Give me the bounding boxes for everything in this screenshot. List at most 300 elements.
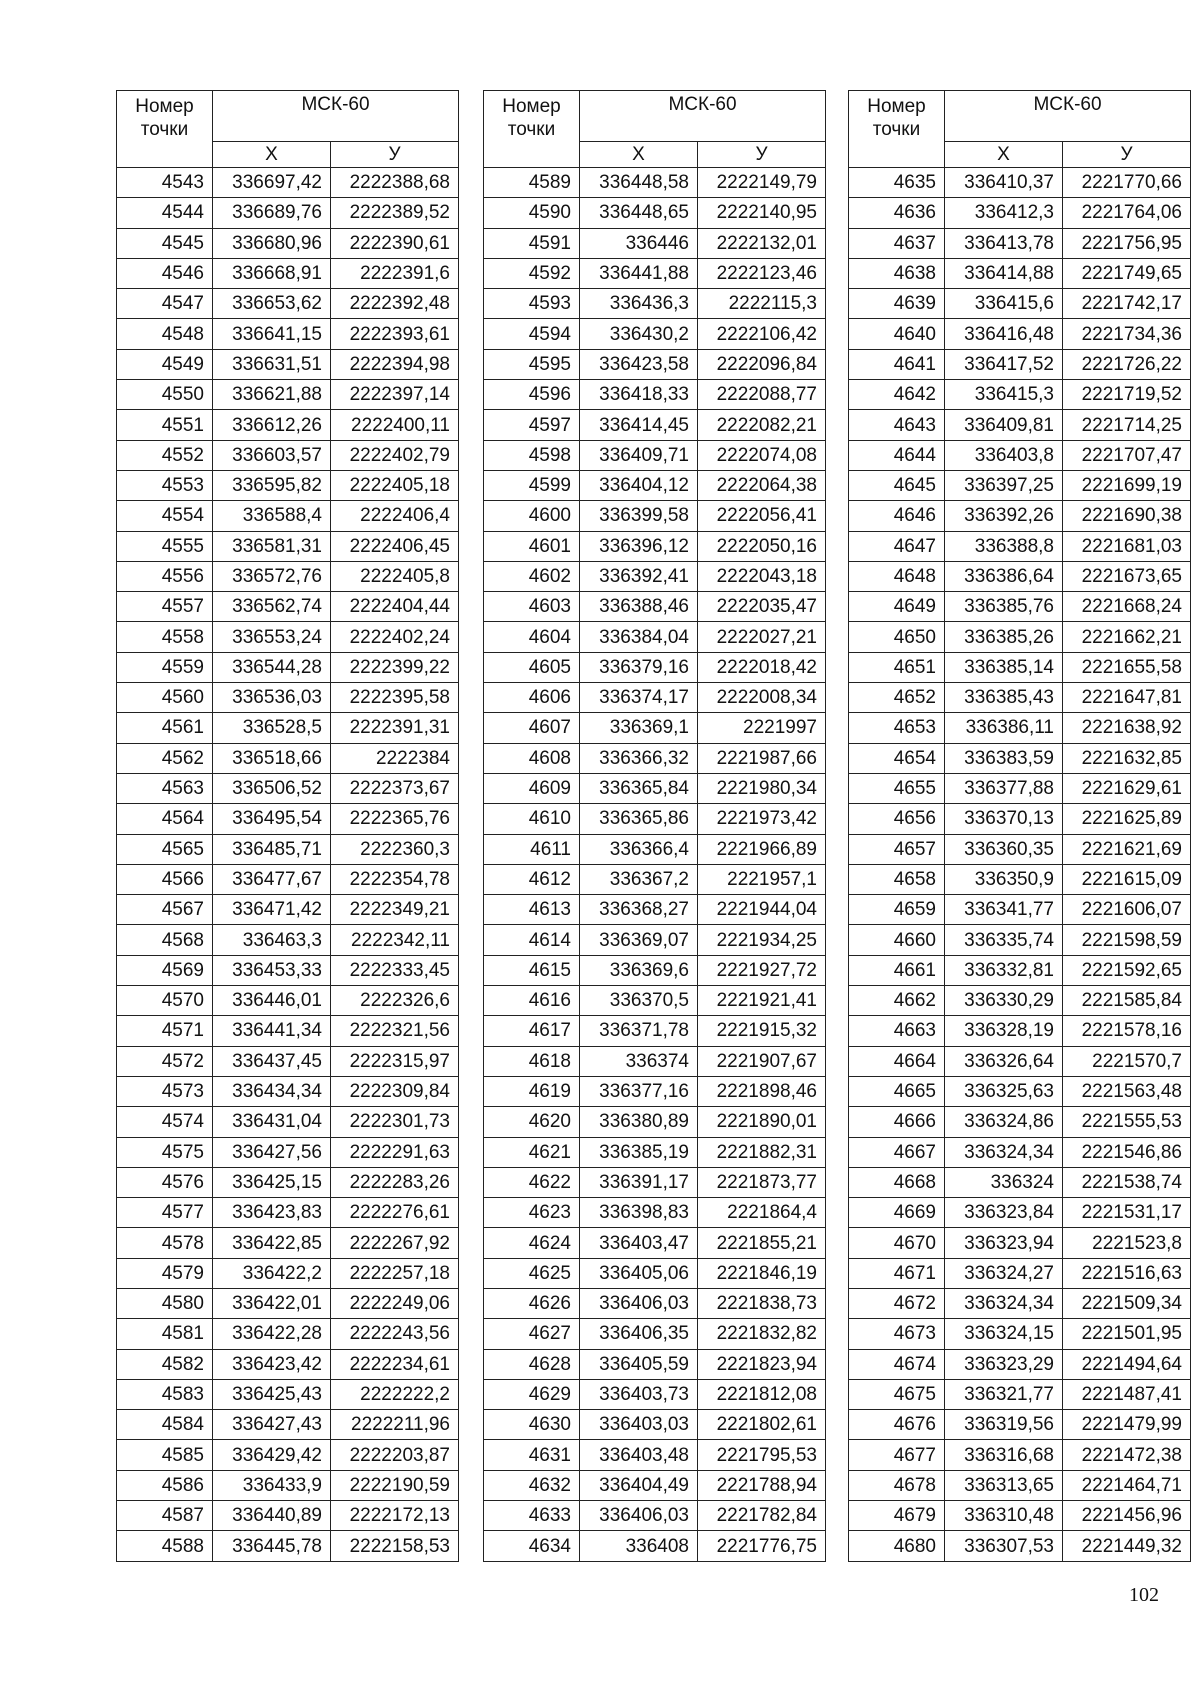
point-number-cell: 4559 xyxy=(117,652,213,682)
point-number-cell: 4616 xyxy=(484,986,580,1016)
x-coordinate-cell: 336403,8 xyxy=(945,440,1063,470)
table-row xyxy=(117,1379,459,1409)
y-column-header: У xyxy=(331,142,459,168)
x-coordinate-cell: 336380,89 xyxy=(580,1107,698,1137)
x-coordinate-cell: 336366,32 xyxy=(580,743,698,773)
page-number: 102 xyxy=(1129,1584,1159,1606)
table-row xyxy=(484,592,826,622)
point-number-cell: 4628 xyxy=(484,1349,580,1379)
x-coordinate-cell: 336437,45 xyxy=(213,1046,331,1076)
x-coordinate-cell: 336370,5 xyxy=(580,986,698,1016)
table-row xyxy=(849,1076,1191,1106)
point-number-cell: 4580 xyxy=(117,1288,213,1318)
x-coordinate-cell: 336321,77 xyxy=(945,1379,1063,1409)
point-number-cell: 4556 xyxy=(117,561,213,591)
table-row xyxy=(849,592,1191,622)
point-number-cell: 4578 xyxy=(117,1228,213,1258)
table-row xyxy=(117,258,459,288)
table-row xyxy=(849,925,1191,955)
point-number-cell: 4677 xyxy=(849,1440,945,1470)
y-coordinate-cell: 2222391,6 xyxy=(331,258,459,288)
x-coordinate-cell: 336423,42 xyxy=(213,1349,331,1379)
table-row xyxy=(849,258,1191,288)
point-number-cell: 4553 xyxy=(117,470,213,500)
y-coordinate-cell: 2222096,84 xyxy=(698,349,826,379)
table-row xyxy=(484,622,826,652)
point-number-cell: 4618 xyxy=(484,1046,580,1076)
x-coordinate-cell: 336403,73 xyxy=(580,1379,698,1409)
point-number-header-line1: Номер xyxy=(135,96,194,117)
table-row xyxy=(484,804,826,834)
x-coordinate-cell: 336396,12 xyxy=(580,531,698,561)
table-row xyxy=(484,470,826,500)
y-coordinate-cell: 2221890,01 xyxy=(698,1107,826,1137)
x-coordinate-cell: 336518,66 xyxy=(213,743,331,773)
x-coordinate-cell: 336588,4 xyxy=(213,501,331,531)
table-row xyxy=(849,198,1191,228)
x-coordinate-cell: 336408 xyxy=(580,1531,698,1561)
y-coordinate-cell: 2221592,65 xyxy=(1063,955,1191,985)
y-coordinate-cell: 2221523,8 xyxy=(1063,1228,1191,1258)
y-coordinate-cell: 2222074,08 xyxy=(698,440,826,470)
point-number-cell: 4641 xyxy=(849,349,945,379)
table-row xyxy=(849,804,1191,834)
x-coordinate-cell: 336445,78 xyxy=(213,1531,331,1561)
point-number-cell: 4555 xyxy=(117,531,213,561)
y-coordinate-cell: 2222404,44 xyxy=(331,592,459,622)
y-coordinate-cell: 2221776,75 xyxy=(698,1531,826,1561)
x-coordinate-cell: 336316,68 xyxy=(945,1440,1063,1470)
x-coordinate-cell: 336415,6 xyxy=(945,289,1063,319)
x-coordinate-cell: 336324 xyxy=(945,1167,1063,1197)
x-coordinate-cell: 336446,01 xyxy=(213,986,331,1016)
table-row xyxy=(484,1167,826,1197)
y-coordinate-cell: 2222333,45 xyxy=(331,955,459,985)
point-number-cell: 4655 xyxy=(849,773,945,803)
x-coordinate-cell: 336410,37 xyxy=(945,168,1063,198)
y-coordinate-cell: 2222309,84 xyxy=(331,1076,459,1106)
y-coordinate-cell: 2221812,08 xyxy=(698,1379,826,1409)
table-row xyxy=(849,1501,1191,1531)
point-number-cell: 4675 xyxy=(849,1379,945,1409)
x-coordinate-cell: 336369,07 xyxy=(580,925,698,955)
y-coordinate-cell: 2221764,06 xyxy=(1063,198,1191,228)
table-row xyxy=(117,683,459,713)
point-number-cell: 4654 xyxy=(849,743,945,773)
x-coordinate-cell: 336386,64 xyxy=(945,561,1063,591)
x-coordinate-cell: 336422,85 xyxy=(213,1228,331,1258)
y-coordinate-cell: 2221719,52 xyxy=(1063,380,1191,410)
y-coordinate-cell: 2222035,47 xyxy=(698,592,826,622)
table-row xyxy=(849,1107,1191,1137)
x-coordinate-cell: 336388,46 xyxy=(580,592,698,622)
x-coordinate-cell: 336536,03 xyxy=(213,683,331,713)
x-coordinate-cell: 336307,53 xyxy=(945,1531,1063,1561)
table-row xyxy=(849,1410,1191,1440)
y-coordinate-cell: 2221472,38 xyxy=(1063,1440,1191,1470)
y-coordinate-cell: 2222149,79 xyxy=(698,168,826,198)
point-number-cell: 4590 xyxy=(484,198,580,228)
table-row xyxy=(117,380,459,410)
x-coordinate-cell: 336423,58 xyxy=(580,349,698,379)
table-row xyxy=(849,470,1191,500)
table-row xyxy=(849,864,1191,894)
point-number-cell: 4587 xyxy=(117,1501,213,1531)
x-coordinate-cell: 336374,17 xyxy=(580,683,698,713)
point-number-cell: 4670 xyxy=(849,1228,945,1258)
table-row xyxy=(117,1167,459,1197)
x-coordinate-cell: 336324,86 xyxy=(945,1107,1063,1137)
table-row xyxy=(484,713,826,743)
y-coordinate-cell: 2222291,63 xyxy=(331,1137,459,1167)
coordinates-table-2 xyxy=(483,90,826,1562)
table-row xyxy=(484,228,826,258)
point-number-cell: 4652 xyxy=(849,683,945,713)
x-coordinate-cell: 336544,28 xyxy=(213,652,331,682)
y-coordinate-cell: 2222373,67 xyxy=(331,773,459,803)
y-coordinate-cell: 2222321,56 xyxy=(331,1016,459,1046)
x-coordinate-cell: 336365,84 xyxy=(580,773,698,803)
y-coordinate-cell: 2221516,63 xyxy=(1063,1258,1191,1288)
table-row xyxy=(117,470,459,500)
table-row xyxy=(849,380,1191,410)
point-number-cell: 4619 xyxy=(484,1076,580,1106)
point-number-cell: 4665 xyxy=(849,1076,945,1106)
point-number-cell: 4604 xyxy=(484,622,580,652)
y-coordinate-cell: 2222050,16 xyxy=(698,531,826,561)
table-row xyxy=(117,834,459,864)
point-number-cell: 4653 xyxy=(849,713,945,743)
x-coordinate-cell: 336324,27 xyxy=(945,1258,1063,1288)
y-coordinate-cell: 2221795,53 xyxy=(698,1440,826,1470)
point-number-cell: 4574 xyxy=(117,1107,213,1137)
point-number-header xyxy=(849,91,945,168)
table-row xyxy=(117,925,459,955)
x-coordinate-cell: 336427,43 xyxy=(213,1410,331,1440)
y-coordinate-cell: 2221681,03 xyxy=(1063,531,1191,561)
x-coordinate-cell: 336416,48 xyxy=(945,319,1063,349)
point-number-cell: 4577 xyxy=(117,1198,213,1228)
point-number-cell: 4601 xyxy=(484,531,580,561)
x-coordinate-cell: 336441,34 xyxy=(213,1016,331,1046)
y-coordinate-cell: 2221921,41 xyxy=(698,986,826,1016)
x-coordinate-cell: 336412,3 xyxy=(945,198,1063,228)
table-row xyxy=(117,319,459,349)
x-coordinate-cell: 336323,94 xyxy=(945,1228,1063,1258)
table-row xyxy=(849,652,1191,682)
point-number-cell: 4572 xyxy=(117,1046,213,1076)
y-coordinate-cell: 2221487,41 xyxy=(1063,1379,1191,1409)
x-coordinate-cell: 336495,54 xyxy=(213,804,331,834)
x-coordinate-cell: 336595,82 xyxy=(213,470,331,500)
table-row xyxy=(117,561,459,591)
y-coordinate-cell: 2221662,21 xyxy=(1063,622,1191,652)
point-number-cell: 4623 xyxy=(484,1198,580,1228)
x-coordinate-cell: 336477,67 xyxy=(213,864,331,894)
table-row xyxy=(849,289,1191,319)
x-coordinate-cell: 336325,63 xyxy=(945,1076,1063,1106)
x-coordinate-cell: 336404,49 xyxy=(580,1470,698,1500)
x-coordinate-cell: 336440,89 xyxy=(213,1501,331,1531)
y-coordinate-cell: 2221598,59 xyxy=(1063,925,1191,955)
x-coordinate-cell: 336528,5 xyxy=(213,713,331,743)
table-row xyxy=(484,743,826,773)
y-coordinate-cell: 2222406,4 xyxy=(331,501,459,531)
table-row xyxy=(117,198,459,228)
table-row xyxy=(117,1410,459,1440)
x-coordinate-cell: 336313,65 xyxy=(945,1470,1063,1500)
point-number-cell: 4579 xyxy=(117,1258,213,1288)
coord-system-header: МСК-60 xyxy=(213,91,459,142)
x-coordinate-cell: 336427,56 xyxy=(213,1137,331,1167)
y-coordinate-cell: 2221563,48 xyxy=(1063,1076,1191,1106)
x-coordinate-cell: 336414,88 xyxy=(945,258,1063,288)
x-coordinate-cell: 336326,64 xyxy=(945,1046,1063,1076)
point-number-cell: 4673 xyxy=(849,1319,945,1349)
y-coordinate-cell: 2221632,85 xyxy=(1063,743,1191,773)
x-coordinate-cell: 336385,43 xyxy=(945,683,1063,713)
x-coordinate-cell: 336680,96 xyxy=(213,228,331,258)
point-number-cell: 4666 xyxy=(849,1107,945,1137)
x-coordinate-cell: 336471,42 xyxy=(213,895,331,925)
y-coordinate-cell: 2221531,17 xyxy=(1063,1198,1191,1228)
y-coordinate-cell: 2221606,07 xyxy=(1063,895,1191,925)
point-number-cell: 4603 xyxy=(484,592,580,622)
y-coordinate-cell: 2221907,67 xyxy=(698,1046,826,1076)
y-coordinate-cell: 2221957,1 xyxy=(698,864,826,894)
x-coordinate-cell: 336360,35 xyxy=(945,834,1063,864)
y-coordinate-cell: 2222082,21 xyxy=(698,410,826,440)
point-number-cell: 4651 xyxy=(849,652,945,682)
x-coordinate-cell: 336406,03 xyxy=(580,1288,698,1318)
table-row xyxy=(484,652,826,682)
table-row xyxy=(117,349,459,379)
x-coordinate-cell: 336388,8 xyxy=(945,531,1063,561)
x-coordinate-cell: 336332,81 xyxy=(945,955,1063,985)
y-coordinate-cell: 2221873,77 xyxy=(698,1167,826,1197)
table-row xyxy=(484,531,826,561)
x-coordinate-cell: 336397,25 xyxy=(945,470,1063,500)
point-number-cell: 4575 xyxy=(117,1137,213,1167)
x-coordinate-cell: 336448,65 xyxy=(580,198,698,228)
table-row xyxy=(849,986,1191,1016)
table-row xyxy=(117,1440,459,1470)
x-coordinate-cell: 336415,3 xyxy=(945,380,1063,410)
y-coordinate-cell: 2222088,77 xyxy=(698,380,826,410)
y-coordinate-cell: 2222056,41 xyxy=(698,501,826,531)
y-coordinate-cell: 2221538,74 xyxy=(1063,1167,1191,1197)
table-row xyxy=(117,1258,459,1288)
point-number-cell: 4600 xyxy=(484,501,580,531)
x-coordinate-cell: 336366,4 xyxy=(580,834,698,864)
point-number-cell: 4605 xyxy=(484,652,580,682)
y-coordinate-cell: 2221655,58 xyxy=(1063,652,1191,682)
y-coordinate-cell: 2222132,01 xyxy=(698,228,826,258)
x-coordinate-cell: 336572,76 xyxy=(213,561,331,591)
x-column-header: X xyxy=(213,142,331,168)
x-coordinate-cell: 336453,33 xyxy=(213,955,331,985)
table-row xyxy=(484,380,826,410)
point-number-cell: 4650 xyxy=(849,622,945,652)
table-row xyxy=(117,168,459,198)
y-coordinate-cell: 2221570,7 xyxy=(1063,1046,1191,1076)
x-coordinate-cell: 336425,43 xyxy=(213,1379,331,1409)
point-number-cell: 4596 xyxy=(484,380,580,410)
point-number-cell: 4638 xyxy=(849,258,945,288)
point-number-header-line2: точки xyxy=(140,119,189,140)
x-coordinate-cell: 336485,71 xyxy=(213,834,331,864)
y-coordinate-cell: 2221944,04 xyxy=(698,895,826,925)
coordinates-table-body xyxy=(117,168,459,1562)
coord-system-header: МСК-60 xyxy=(580,91,826,142)
point-number-cell: 4591 xyxy=(484,228,580,258)
x-coordinate-cell: 336414,45 xyxy=(580,410,698,440)
x-coordinate-cell: 336377,16 xyxy=(580,1076,698,1106)
table-row xyxy=(849,1137,1191,1167)
point-number-cell: 4676 xyxy=(849,1410,945,1440)
table-row xyxy=(849,410,1191,440)
y-coordinate-cell: 2222222,2 xyxy=(331,1379,459,1409)
y-coordinate-cell: 2221742,17 xyxy=(1063,289,1191,319)
table-row xyxy=(849,1349,1191,1379)
point-number-cell: 4620 xyxy=(484,1107,580,1137)
y-coordinate-cell: 2221555,53 xyxy=(1063,1107,1191,1137)
x-coordinate-cell: 336392,41 xyxy=(580,561,698,591)
point-number-cell: 4584 xyxy=(117,1410,213,1440)
table-row xyxy=(117,864,459,894)
y-coordinate-cell: 2221973,42 xyxy=(698,804,826,834)
x-coordinate-cell: 336436,3 xyxy=(580,289,698,319)
y-coordinate-cell: 2221673,65 xyxy=(1063,561,1191,591)
y-coordinate-cell: 2222354,78 xyxy=(331,864,459,894)
y-coordinate-cell: 2222326,6 xyxy=(331,986,459,1016)
x-coordinate-cell: 336385,26 xyxy=(945,622,1063,652)
table-row xyxy=(849,955,1191,985)
table-row xyxy=(849,1046,1191,1076)
point-number-cell: 4611 xyxy=(484,834,580,864)
table-row xyxy=(484,1379,826,1409)
point-number-cell: 4607 xyxy=(484,713,580,743)
point-number-cell: 4614 xyxy=(484,925,580,955)
y-coordinate-cell: 2222391,31 xyxy=(331,713,459,743)
y-coordinate-cell: 2222158,53 xyxy=(331,1531,459,1561)
y-column-header: У xyxy=(1063,142,1191,168)
table-row xyxy=(849,713,1191,743)
point-number-cell: 4667 xyxy=(849,1137,945,1167)
y-coordinate-cell: 2221898,46 xyxy=(698,1076,826,1106)
x-coordinate-cell: 336434,34 xyxy=(213,1076,331,1106)
table-row xyxy=(849,1531,1191,1561)
point-number-cell: 4674 xyxy=(849,1349,945,1379)
x-coordinate-cell: 336323,84 xyxy=(945,1198,1063,1228)
y-coordinate-cell: 2221629,61 xyxy=(1063,773,1191,803)
point-number-cell: 4544 xyxy=(117,198,213,228)
y-coordinate-cell: 2221782,84 xyxy=(698,1501,826,1531)
x-coordinate-cell: 336612,26 xyxy=(213,410,331,440)
point-number-cell: 4656 xyxy=(849,804,945,834)
point-number-cell: 4629 xyxy=(484,1379,580,1409)
x-coordinate-cell: 336383,59 xyxy=(945,743,1063,773)
y-coordinate-cell: 2222389,52 xyxy=(331,198,459,228)
table-row xyxy=(849,319,1191,349)
y-coordinate-cell: 2221456,96 xyxy=(1063,1501,1191,1531)
point-number-cell: 4630 xyxy=(484,1410,580,1440)
y-coordinate-cell: 2221934,25 xyxy=(698,925,826,955)
x-coordinate-cell: 336463,3 xyxy=(213,925,331,955)
table-row xyxy=(849,1288,1191,1318)
x-coordinate-cell: 336429,42 xyxy=(213,1440,331,1470)
x-coordinate-cell: 336413,78 xyxy=(945,228,1063,258)
table-row xyxy=(849,1016,1191,1046)
x-coordinate-cell: 336406,35 xyxy=(580,1319,698,1349)
table-row xyxy=(849,1228,1191,1258)
x-coordinate-cell: 336323,29 xyxy=(945,1349,1063,1379)
x-coordinate-cell: 336374 xyxy=(580,1046,698,1076)
point-number-cell: 4661 xyxy=(849,955,945,985)
table-row xyxy=(484,773,826,803)
point-number-cell: 4560 xyxy=(117,683,213,713)
point-number-cell: 4567 xyxy=(117,895,213,925)
x-coordinate-cell: 336409,71 xyxy=(580,440,698,470)
point-number-cell: 4659 xyxy=(849,895,945,925)
table-row xyxy=(849,501,1191,531)
x-coordinate-cell: 336417,52 xyxy=(945,349,1063,379)
table-row xyxy=(484,1046,826,1076)
y-coordinate-cell: 2222190,59 xyxy=(331,1470,459,1500)
point-number-header-line1: Номер xyxy=(502,96,561,117)
point-number-cell: 4617 xyxy=(484,1016,580,1046)
point-number-cell: 4636 xyxy=(849,198,945,228)
table-row xyxy=(117,1198,459,1228)
point-number-header-line1: Номер xyxy=(867,96,926,117)
y-coordinate-cell: 2222234,61 xyxy=(331,1349,459,1379)
point-number-cell: 4571 xyxy=(117,1016,213,1046)
y-coordinate-cell: 2221647,81 xyxy=(1063,683,1191,713)
x-coordinate-cell: 336328,19 xyxy=(945,1016,1063,1046)
table-row xyxy=(484,895,826,925)
point-number-cell: 4597 xyxy=(484,410,580,440)
point-number-cell: 4585 xyxy=(117,1440,213,1470)
table-row xyxy=(849,440,1191,470)
point-number-cell: 4576 xyxy=(117,1167,213,1197)
point-number-cell: 4573 xyxy=(117,1076,213,1106)
y-coordinate-cell: 2221707,47 xyxy=(1063,440,1191,470)
table-row xyxy=(849,1319,1191,1349)
table-row xyxy=(484,1076,826,1106)
table-row xyxy=(117,1531,459,1561)
table-row xyxy=(484,1440,826,1470)
coordinates-table-body xyxy=(484,168,826,1562)
x-coordinate-cell: 336386,11 xyxy=(945,713,1063,743)
point-number-cell: 4598 xyxy=(484,440,580,470)
table-row xyxy=(117,1501,459,1531)
table-row xyxy=(117,713,459,743)
table-row xyxy=(484,1349,826,1379)
y-coordinate-cell: 2222301,73 xyxy=(331,1107,459,1137)
y-coordinate-cell: 2221638,92 xyxy=(1063,713,1191,743)
table-row xyxy=(117,743,459,773)
y-coordinate-cell: 2222249,06 xyxy=(331,1288,459,1318)
table-row xyxy=(117,1228,459,1258)
point-number-cell: 4637 xyxy=(849,228,945,258)
table-row xyxy=(117,1107,459,1137)
x-coordinate-cell: 336653,62 xyxy=(213,289,331,319)
table-row xyxy=(117,531,459,561)
table-row xyxy=(117,1470,459,1500)
point-number-cell: 4679 xyxy=(849,1501,945,1531)
table-row xyxy=(484,986,826,1016)
table-row xyxy=(484,1137,826,1167)
